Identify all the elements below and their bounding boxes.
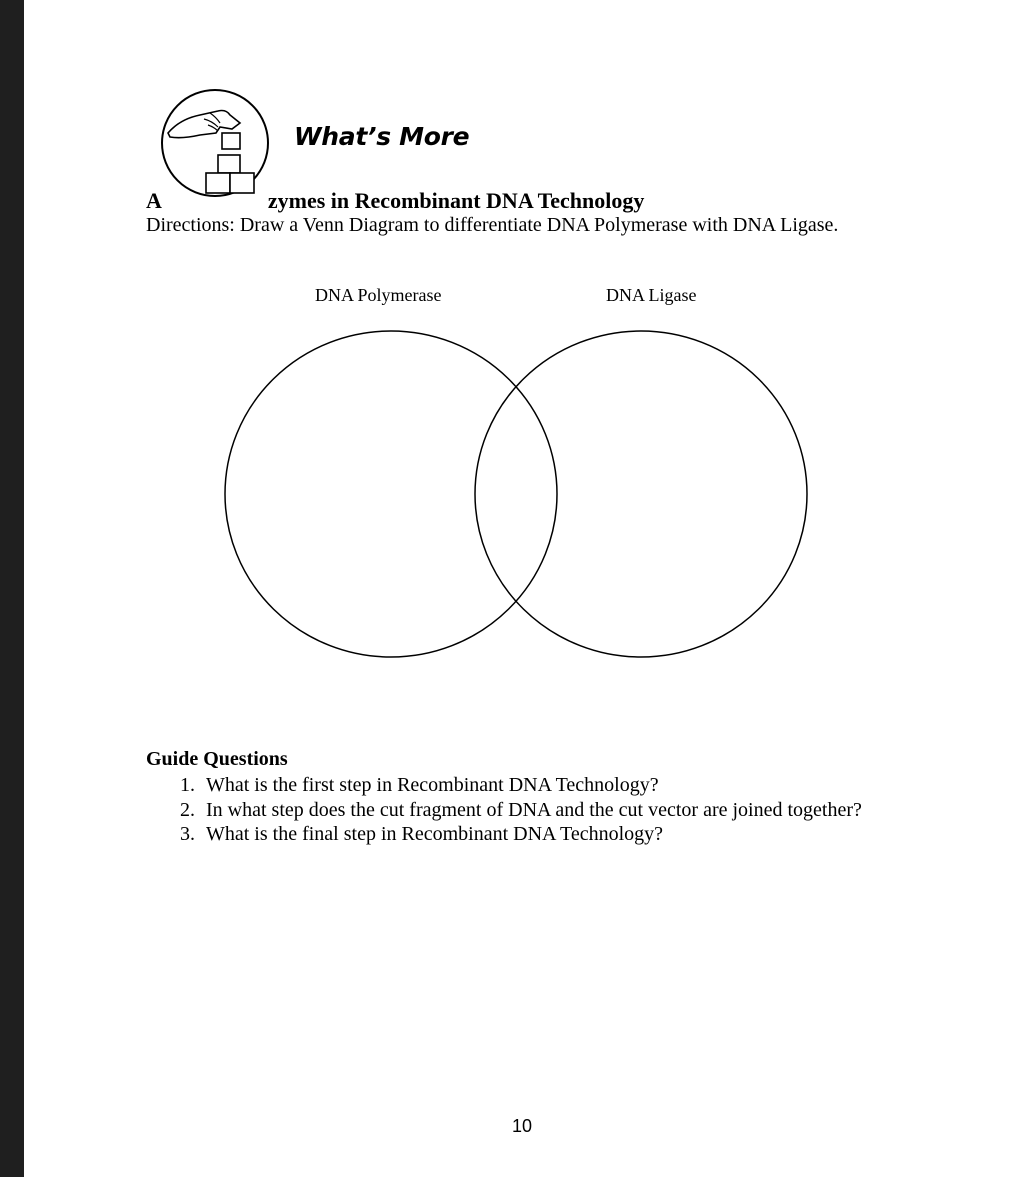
guide-questions-heading: Guide Questions	[146, 748, 288, 770]
list-item	[146, 798, 866, 823]
venn-left-circle	[225, 331, 557, 657]
section-title: What’s More	[294, 122, 470, 151]
venn-right-label: DNA Ligase	[606, 285, 697, 305]
question-text: In what step does the cut fragment of DNA and the cut vector are joined together?	[206, 798, 862, 821]
venn-right-circle	[475, 331, 807, 657]
question-text: What is the final step in Recombinant DNA Technology?	[206, 823, 664, 845]
question-number: 2.	[180, 798, 195, 821]
venn-left-label: DNA Polymerase	[315, 285, 442, 305]
activity-directions: Directions: Draw a Venn Diagram to differentiate DNA Polymerase with DNA Ligase.	[146, 214, 839, 236]
activity-title-text: zymes in Recombinant DNA Technology	[267, 188, 645, 213]
guide-questions-list	[146, 773, 866, 847]
page-number: 10	[512, 1116, 533, 1136]
question-number: 1.	[180, 774, 195, 796]
question-text: What is the first step in Recombinant DNA Technology?	[206, 774, 659, 796]
activity-title-prefix: A	[146, 188, 162, 213]
list-item	[146, 773, 866, 798]
list-item	[146, 822, 866, 847]
question-number: 3.	[180, 823, 195, 845]
